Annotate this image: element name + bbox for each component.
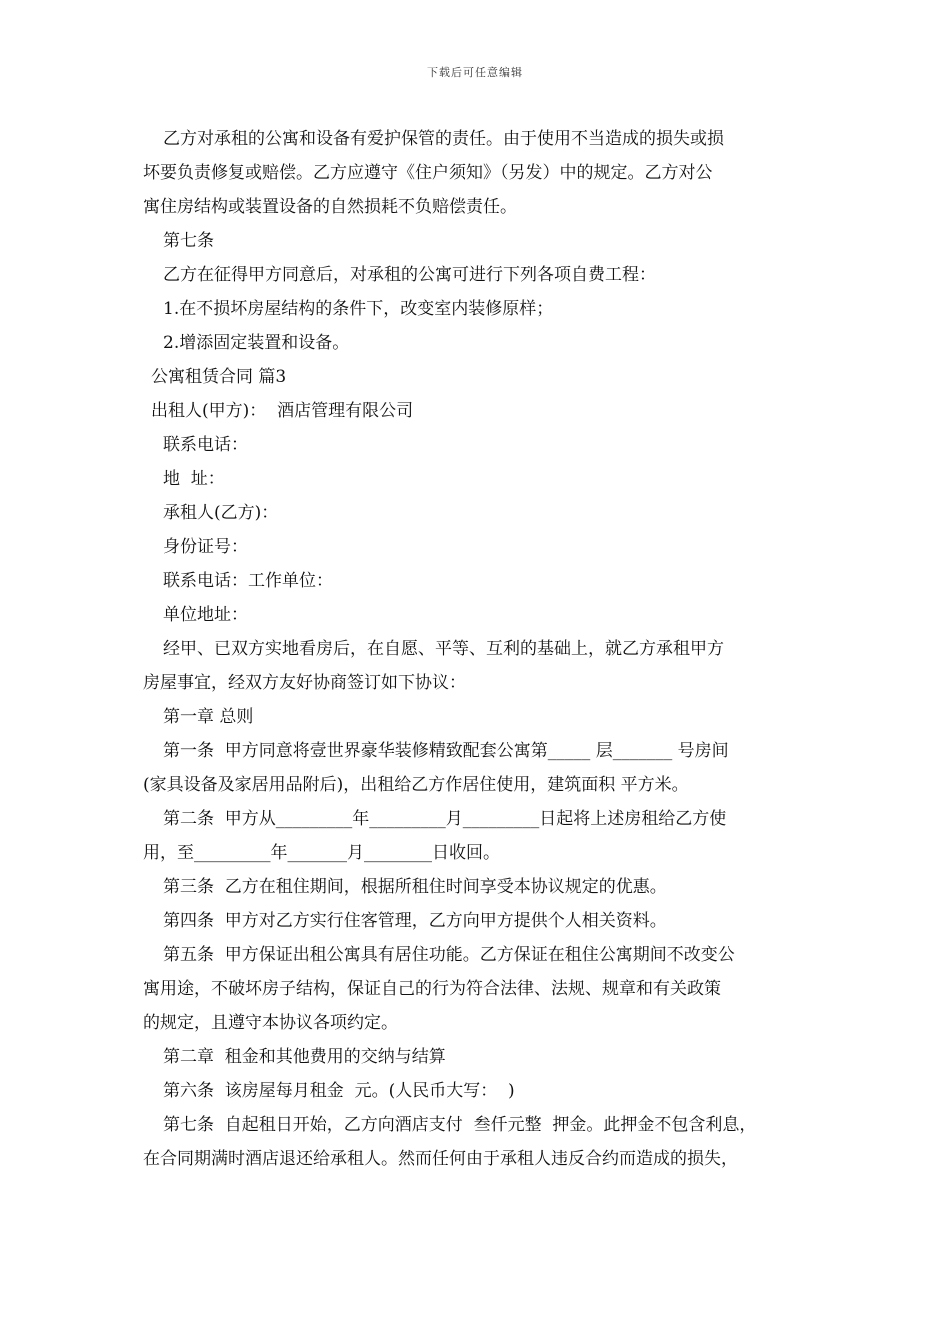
paragraph-line: 第四条 甲方对乙方实行住客管理，乙方向甲方提供个人相关资料。 (163, 911, 667, 931)
paragraph-line: 在合同期满时酒店退还给承租人。然而任何由于承租人违反合约而造成的损失， (143, 1149, 738, 1169)
paragraph-line: 第六条 该房屋每月租金 元。(人民币大写： ) (163, 1081, 515, 1101)
field-line: 身份证号： (163, 537, 248, 557)
paragraph-line: 乙方在征得甲方同意后，对承租的公寓可进行下列各项自费工程： (163, 265, 656, 285)
paragraph-line: 的规定，且遵守本协议各项约定。 (143, 1013, 398, 1033)
field-line: 单位地址： (163, 605, 248, 625)
field-line: 地 址： (163, 469, 225, 489)
field-line: 联系电话：工作单位： (163, 571, 333, 591)
field-line: 承租人(乙方)： (163, 503, 279, 523)
paragraph-line: 经甲、已双方实地看房后，在自愿、平等、互利的基础上，就乙方承租甲方 (163, 639, 724, 659)
list-item: 2.增添固定装置和设备。 (163, 333, 350, 353)
paragraph-line: 第二条 甲方从_________年_________月_________日起将上述房租给乙方使 (163, 809, 727, 829)
section-title: 公寓租赁合同 篇3 (151, 367, 287, 387)
paragraph-line: 第一条 甲方同意将壹世界豪华装修精致配套公寓第_____ 层_______ 号房间 (163, 741, 729, 761)
field-line: 联系电话： (163, 435, 248, 455)
lessor-line: 出租人(甲方)： 酒店管理有限公司 (151, 401, 414, 421)
article-heading: 第七条 (163, 231, 214, 251)
paragraph-line: 用，至_________年_______月________日收回。 (143, 843, 500, 863)
chapter-heading: 第二章 租金和其他费用的交纳与结算 (163, 1047, 446, 1067)
paragraph-line: 第五条 甲方保证出租公寓具有居住功能。乙方保证在租住公寓期间不改变公 (163, 945, 735, 965)
list-item: 1.在不损坏房屋结构的条件下，改变室内装修原样； (163, 299, 554, 319)
chapter-heading: 第一章 总则 (163, 707, 254, 727)
paragraph-line: (家具设备及家居用品附后)，出租给乙方作居住使用，建筑面积 平方米。 (143, 775, 689, 795)
paragraph-line: 寓用途，不破坏房子结构，保证自己的行为符合法律、法规、规章和有关政策 (143, 979, 721, 999)
page-header: 下载后可任意编辑 (427, 66, 523, 79)
paragraph-line: 坏要负责修复或赔偿。乙方应遵守《住户须知》（另发）中的规定。乙方对公 (143, 163, 713, 183)
paragraph-line: 乙方对承租的公寓和设备有爱护保管的责任。由于使用不当造成的损失或损 (163, 129, 724, 149)
paragraph-line: 房屋事宜，经双方友好协商签订如下协议： (143, 673, 466, 693)
paragraph-line: 第七条 自起租日开始，乙方向酒店支付 叁仟元整 押金。此押金不包含利息， (163, 1115, 757, 1135)
paragraph-line: 寓住房结构或装置设备的自然损耗不负赔偿责任。 (143, 197, 517, 217)
document-body (143, 122, 823, 1176)
paragraph-line: 第三条 乙方在租住期间，根据所租住时间享受本协议规定的优惠。 (163, 877, 667, 897)
